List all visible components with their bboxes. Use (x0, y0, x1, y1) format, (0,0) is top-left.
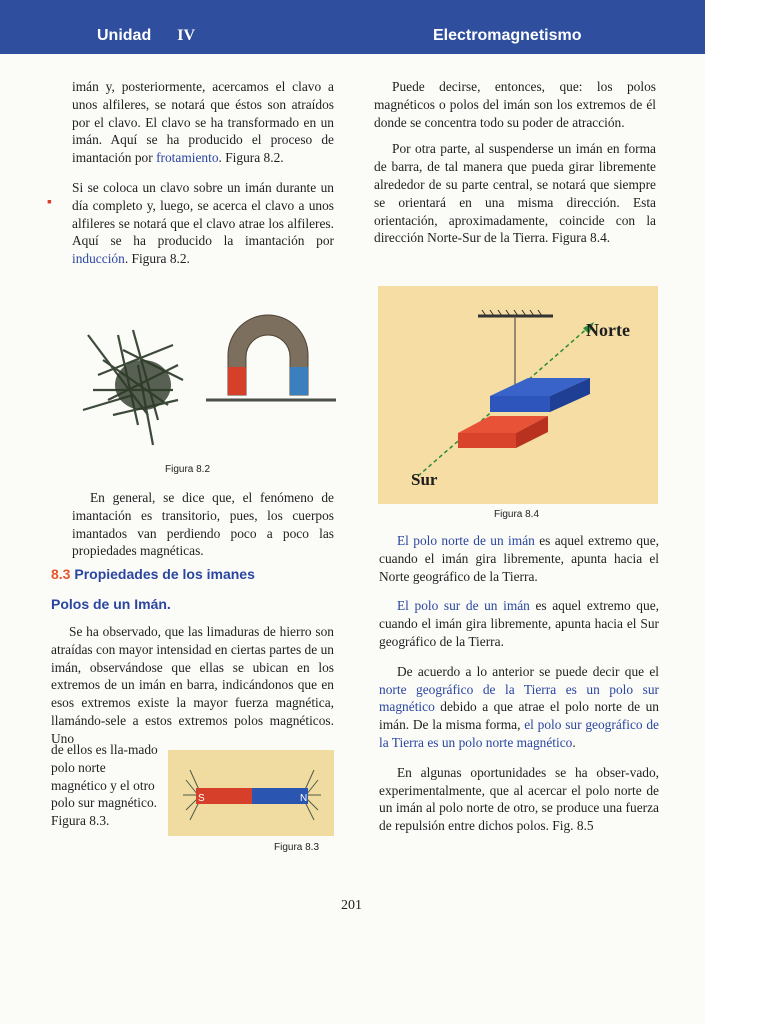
subsection-title: Polos de un Imán. (51, 596, 171, 612)
left-column-narrow (51, 741, 161, 839)
paragraph: De acuerdo a lo anterior se puede decir que el norte geográfico de la Tierra es un polo sur magnético debido a que atrae el polo norte de un imán. De la misma forma, el polo sur geográfico de la Tierra es un polo norte magnético. (379, 663, 659, 750)
north-label: N (300, 793, 308, 804)
section-title-text: Propiedades de los imanes (74, 566, 255, 582)
bullet-marker: ▪ (47, 195, 52, 210)
paragraph: El polo sur de un imán es aquel extremo que, cuando el imán gira libremente, apunta hacia el Sur geográfico de la Tierra. (379, 598, 659, 649)
figure-8-4 (378, 286, 658, 504)
left-column-mid (72, 489, 334, 569)
figure-8-3 (168, 750, 334, 836)
left-column-bottom (51, 623, 334, 757)
paragraph: Por otra parte, al suspenderse un imán en forma de barra, de tal manera que pueda girar libremente alrededor de su parte central, se notará que siempre se orientará en una misma dirección. Esta orientación, aproximadamente, coincide con la dirección Norte-Sur de la Tierra. Figura 8.4. (374, 141, 656, 246)
paragraph: Puede decirse, entonces, que: los polos magnéticos o polos del imán son los extremos de él donde se concentra todo su poder de atracción. (374, 79, 656, 130)
right-column-top (374, 78, 656, 256)
highlight-term: norte geográfico de la Tierra es un polo sur magnético (379, 681, 659, 715)
figure-8-2-caption: Figura 8.2 (165, 464, 211, 475)
paragraph: Si se coloca un clavo sobre un imán durante un día completo y, luego, se acerca el clavo a unos alfileres se notará que el clavo atrae los alfileres. Aquí se ha producido la imantación por inducción. Figura 8.2. (72, 179, 334, 267)
norte-label: Norte (586, 320, 630, 340)
paragraph: de ellos es lla-mado polo norte magnético y el otro polo sur magnético. Figura 8.3. (51, 742, 158, 829)
topic-title: Electromagnetismo (433, 27, 582, 44)
unit-label (97, 27, 195, 45)
section-number: 8.3 (51, 566, 71, 582)
term-link: inducción (72, 251, 125, 267)
definition-term: El polo norte de un imán (397, 533, 535, 548)
term-link: frotamiento (156, 150, 219, 166)
paragraph: En general, se dice que, el fenómeno de imantación es transitorio, pues, los cuerpos imantados van perdiendo poco a poco las propiedades magnéticas. (72, 490, 334, 559)
right-column-bottom (379, 532, 659, 844)
paragraph: imán y, posteriormente, acercamos el clavo a unos alfileres, se notará que éstos son atraídos por el clavo. El clavo se ha transformado en un imán. Aquí se ha producido el proceso de imantación por frotamiento. Figura 8.2. (72, 79, 334, 166)
paragraph: En algunas oportunidades se ha obser-vado, experimentalmente, que al acercar el polo norte de un imán al polo norte de otro, se produce una fuerza de repulsión entre dichos polos. Fig. 8.5 (379, 764, 659, 834)
figure-8-4-caption: Figura 8.4 (494, 509, 540, 520)
sur-label: Sur (411, 470, 438, 489)
paragraph: Se ha observado, que las limaduras de hierro son atraídas con mayor intensidad en ciertas partes de un imán, observándose que ellas se ubican en los extremos de un imán en barra, indicándonos que en esos extremos existe la mayor fuerza magnética, llamándo-sele a estos extremos polos magnéticos. Uno (51, 624, 334, 746)
highlight-term: el polo sur geográfico de la Tierra es un polo norte magnético (379, 717, 659, 750)
paragraph: El polo norte de un imán es aquel extremo que, cuando el imán gira libremente, apunta hacia el Norte geográfico de la Tierra. (379, 533, 659, 584)
figure-8-2 (78, 305, 340, 455)
page-number: 201 (341, 898, 362, 913)
definition-term: El polo sur de un imán (397, 598, 530, 614)
unit-number: IV (177, 27, 195, 44)
section-title (51, 566, 255, 582)
left-column-top (72, 78, 334, 277)
south-label: S (198, 793, 205, 804)
horseshoe-magnet (228, 315, 308, 395)
unit-label-text: Unidad (97, 27, 152, 44)
page-header (0, 0, 705, 54)
page-edge (705, 0, 768, 1024)
figure-8-3-caption: Figura 8.3 (274, 842, 320, 853)
